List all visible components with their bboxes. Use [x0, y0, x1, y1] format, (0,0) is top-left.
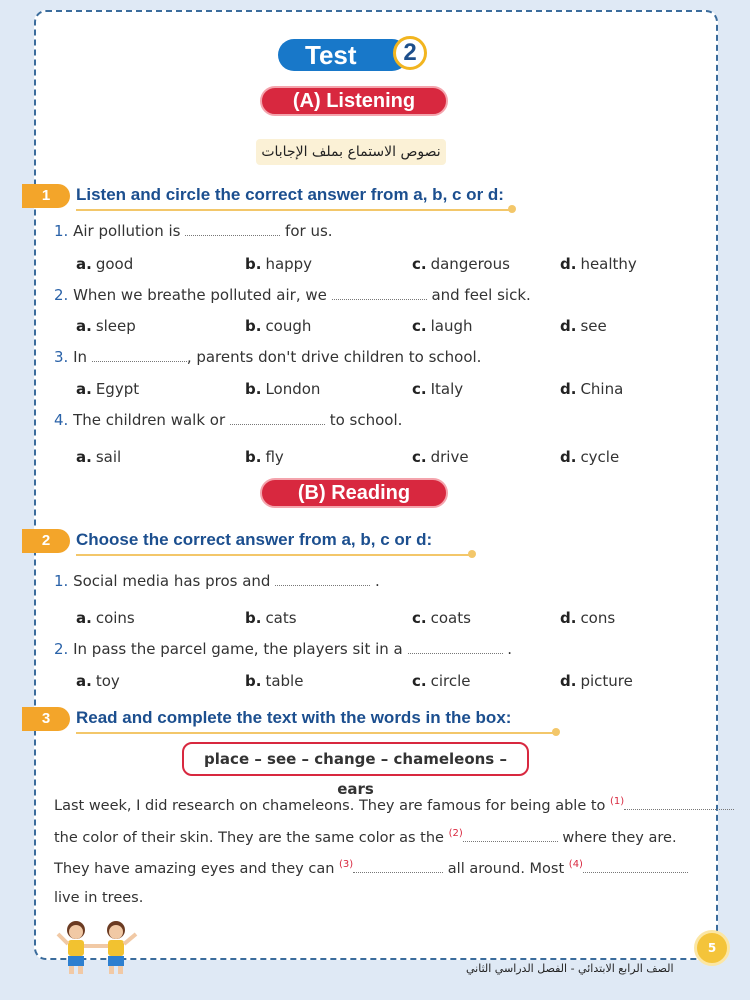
- stem-before: Social media has pros and: [73, 572, 271, 590]
- option-text: laugh: [430, 317, 473, 335]
- test-title-pill: [278, 39, 408, 71]
- option-c[interactable]: [412, 448, 469, 466]
- stem-before: When we breathe polluted air, we: [73, 286, 327, 304]
- question-title: Read and complete the text with the words in the box:: [76, 708, 512, 727]
- question-1-banner: [22, 184, 512, 210]
- q1-item-3-stem: [54, 348, 481, 366]
- option-a[interactable]: [76, 255, 133, 273]
- option-d[interactable]: [560, 609, 615, 627]
- answer-blank[interactable]: [408, 643, 503, 654]
- question-2-banner: [22, 529, 512, 555]
- option-text: sleep: [95, 317, 136, 335]
- option-a[interactable]: [76, 317, 136, 335]
- answer-blank[interactable]: [463, 831, 558, 842]
- option-text: good: [95, 255, 134, 273]
- option-text: fly: [265, 448, 284, 466]
- question-number: 2: [22, 529, 70, 553]
- option-c[interactable]: [412, 255, 510, 273]
- stem-after: for us.: [285, 222, 333, 240]
- option-text: cycle: [580, 448, 620, 466]
- option-text: cats: [265, 609, 297, 627]
- passage-text: all around. Most: [447, 860, 565, 877]
- passage-text: the color of their skin. They are the same color as the: [54, 829, 444, 846]
- option-text: Italy: [430, 380, 464, 398]
- banner-dot: [552, 728, 560, 736]
- question-number: 3: [22, 707, 70, 731]
- option-d[interactable]: [560, 380, 623, 398]
- option-letter: b.: [245, 448, 262, 466]
- answer-blank[interactable]: [583, 862, 688, 873]
- option-letter: c.: [412, 317, 427, 335]
- blank-number: (1): [610, 796, 625, 807]
- option-a[interactable]: [76, 672, 120, 690]
- option-d[interactable]: [560, 317, 607, 335]
- q2-item-1-stem: [54, 572, 380, 590]
- option-letter: b.: [245, 609, 262, 627]
- section-b-title: (B) Reading: [260, 478, 448, 508]
- option-letter: d.: [560, 317, 577, 335]
- passage-line-3: [54, 859, 688, 877]
- question-title: Choose the correct answer from a, b, c or d:: [76, 530, 433, 549]
- stem-before: In pass the parcel game, the players sit in a: [73, 640, 403, 658]
- banner-dot: [468, 550, 476, 558]
- option-b[interactable]: [245, 672, 303, 690]
- option-text: drive: [430, 448, 469, 466]
- q1-item-2-stem: [54, 286, 531, 304]
- stem-before: In: [73, 348, 88, 366]
- answer-blank[interactable]: [624, 799, 734, 810]
- passage-line-2: [54, 828, 677, 846]
- option-text: table: [265, 672, 304, 690]
- item-number: 3.: [54, 348, 69, 366]
- option-text: cons: [580, 609, 616, 627]
- stem-after: , parents don't drive children to school.: [186, 348, 482, 366]
- option-letter: a.: [76, 380, 92, 398]
- option-b[interactable]: [245, 380, 320, 398]
- item-number: 2.: [54, 640, 69, 658]
- option-letter: c.: [412, 380, 427, 398]
- option-c[interactable]: [412, 609, 471, 627]
- banner-underline: [76, 554, 471, 556]
- stem-after: to school.: [329, 411, 403, 429]
- stem-after: and feel sick.: [431, 286, 531, 304]
- option-text: coins: [95, 609, 135, 627]
- item-number: 1.: [54, 222, 69, 240]
- stem-after: .: [507, 640, 513, 658]
- option-text: toy: [95, 672, 120, 690]
- passage-text: Last week, I did research on chameleons. They are famous for being able to: [54, 797, 606, 814]
- answer-blank[interactable]: [275, 575, 370, 586]
- option-text: dangerous: [430, 255, 510, 273]
- passage-text: They have amazing eyes and they can: [54, 860, 335, 877]
- banner-dot: [508, 205, 516, 213]
- option-text: coats: [430, 609, 471, 627]
- option-letter: a.: [76, 672, 92, 690]
- item-number: 1.: [54, 572, 69, 590]
- option-text: see: [580, 317, 607, 335]
- q2-item-2-stem: [54, 640, 512, 658]
- option-text: London: [265, 380, 321, 398]
- option-letter: b.: [245, 380, 262, 398]
- q1-item-1-stem: [54, 222, 333, 240]
- option-c[interactable]: [412, 672, 471, 690]
- question-3-banner: [22, 707, 512, 733]
- option-letter: d.: [560, 255, 577, 273]
- option-letter: b.: [245, 672, 262, 690]
- stem-before: The children walk or: [73, 411, 226, 429]
- passage-text: live in trees.: [54, 890, 144, 906]
- answer-blank[interactable]: [92, 351, 187, 362]
- option-letter: c.: [412, 255, 427, 273]
- blank-number: (2): [448, 828, 463, 839]
- option-letter: a.: [76, 609, 92, 627]
- option-text: happy: [265, 255, 313, 273]
- test-number-badge: 2: [393, 36, 427, 70]
- item-number: 4.: [54, 411, 69, 429]
- blank-number: (3): [339, 859, 354, 870]
- banner-underline: [76, 732, 556, 734]
- option-d[interactable]: [560, 255, 637, 273]
- stem-before: Air pollution is: [73, 222, 181, 240]
- option-text: healthy: [580, 255, 637, 273]
- option-letter: a.: [76, 448, 92, 466]
- option-letter: b.: [245, 255, 262, 273]
- passage-text: where they are.: [562, 829, 677, 846]
- option-d[interactable]: [560, 672, 633, 690]
- option-c[interactable]: [412, 317, 473, 335]
- footer-text: الصف الرابع الابتدائي - الفصل الدراسي الثاني: [466, 962, 674, 975]
- test-label: Test: [305, 40, 357, 70]
- option-letter: c.: [412, 609, 427, 627]
- option-a[interactable]: [76, 448, 121, 466]
- option-letter: a.: [76, 317, 92, 335]
- option-a[interactable]: [76, 609, 135, 627]
- passage-line-1: [54, 796, 734, 814]
- option-letter: d.: [560, 380, 577, 398]
- option-a[interactable]: [76, 380, 139, 398]
- option-text: China: [580, 380, 624, 398]
- question-title: Listen and circle the correct answer from a, b, c or d:: [76, 185, 504, 204]
- word-box: place – see – change – chameleons – ears: [182, 742, 529, 776]
- option-text: cough: [265, 317, 312, 335]
- answer-blank[interactable]: [353, 862, 443, 873]
- option-b[interactable]: [245, 255, 312, 273]
- item-number: 2.: [54, 286, 69, 304]
- blank-number: (4): [568, 859, 583, 870]
- question-number: 1: [22, 184, 70, 208]
- option-text: sail: [95, 448, 122, 466]
- option-text: picture: [580, 672, 633, 690]
- passage-line-4: [54, 890, 143, 906]
- option-letter: c.: [412, 448, 427, 466]
- answer-blank[interactable]: [185, 225, 280, 236]
- option-letter: d.: [560, 672, 577, 690]
- page-number-badge: 5: [694, 930, 730, 966]
- option-b[interactable]: [245, 609, 297, 627]
- option-text: Egypt: [95, 380, 140, 398]
- option-b[interactable]: [245, 317, 311, 335]
- option-letter: d.: [560, 609, 577, 627]
- answer-blank[interactable]: [332, 289, 427, 300]
- option-b[interactable]: [245, 448, 284, 466]
- arabic-note: نصوص الاستماع بملف الإجابات: [256, 139, 446, 165]
- answer-blank[interactable]: [230, 414, 325, 425]
- option-c[interactable]: [412, 380, 463, 398]
- children-illustration: [52, 916, 144, 976]
- banner-underline: [76, 209, 511, 211]
- section-a-title: (A) Listening: [260, 86, 448, 116]
- option-d[interactable]: [560, 448, 619, 466]
- option-letter: b.: [245, 317, 262, 335]
- option-letter: d.: [560, 448, 577, 466]
- q1-item-4-stem: [54, 411, 402, 429]
- option-letter: c.: [412, 672, 427, 690]
- option-letter: a.: [76, 255, 92, 273]
- stem-after: .: [375, 572, 380, 590]
- option-text: circle: [430, 672, 471, 690]
